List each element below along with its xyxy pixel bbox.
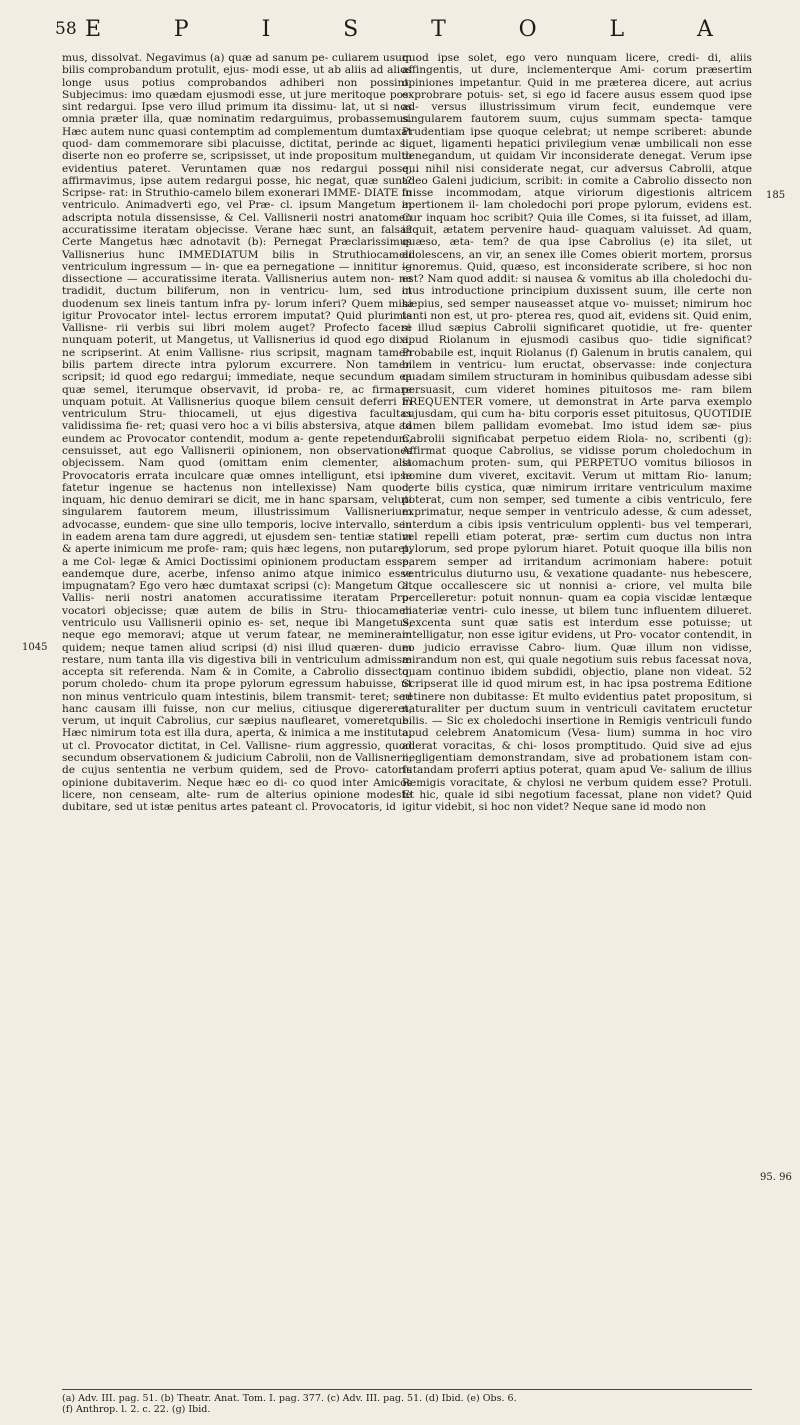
right-column — [402, 52, 752, 813]
footnote-line: (a) Adv. III. pag. 51. (b) Theatr. Anat. Tom. I. pag. 377. (c) Adv. III. pag. 51. (d) Ibid. (e) Obs. 6. — [62, 1393, 517, 1404]
running-head-letter: P — [173, 16, 191, 42]
margin-note-left: 1045 — [22, 642, 48, 653]
margin-note-right-top: 185 — [766, 190, 786, 201]
page-number: 58 — [55, 19, 77, 39]
running-head-letter: S — [343, 16, 361, 42]
running-head-letter: E — [85, 16, 104, 42]
footnote-rule — [62, 1389, 752, 1390]
right-column-text: quod ipse solet, ego vero nunquam licere, credi- di, aliis affingentis, ut dure, inclementerque Ami- corum præsertim opiniones impetantur. Quid in me præterea dicere, aut acrius exprobrare potuis- set, si ego id facere ausus essem quod ipse ad- versus illustrissimum virum fecit, eundemque vere singularem fautorem suum, cujus summam specta- tamque Prudentiam ipse quoque celebrat; ut nempe scriberet: abunde liquet, ligamenti hepatici privilegium venæ umbilicali non esse denegandum, ut quidam Vir inconsiderate denegat. Verum ipse qui nihil nisi considerate negat, cur adversus Cabrolii, atque adeo Galeni judicium, scribit: in comite a Cabrolio dissecto non fuisse incommodam, atque viriorum digestionis altricem apertionem il- lam choledochi pori prope pylorum, evidens est. Cur inquam hoc scribit? Quia ille Comes, si ita fuisset, ad illam, inquit, ætatem pervenire haud- quaquam valuisset. Ad quam, quæso, æta- tem? de qua ipse Cabrolius (e) ita silet, ut adolescens, an vir, an senex ille Comes obierit mortem, prorsus ignoremus. Quid, quæso, est inconsiderate scribere, si hoc non est? Nam quod addit: si nausea & vomitus ab illa choledochi du- ctus introductione principium duxissent suum, ille certe non sæpius, sed semper nauseasset atque vo- muisset; nimirum hoc tanti non est, ut pro- pterea res, quod ait, evidens sit. Quid enim, si illud sæpius Cabrolii significaret quotidie, ut fre- quenter apud Riolanum in ejusmodi casibus quo- tidie significat? Probabile est, inquit Riolanus (f) Galenum in brutis canalem, qui bilem in ventricu- lum eructat, observasse: inde conjectura quadam similem structuram in hominibus quibusdam adesse sibi persuasit, cum videret homines pituitosos me- ram bilem FREQUENTER vomere, ut demonstrat in Arte parva exemplo cujusdam, qui cum ha- bitu corporis esset pituitosus, QUOTIDIE tamen bilem pallidam evomebat. Imo istud idem sæ- pius Cabrolii significabat perpetuo eidem Riola- no, scribenti (g): Affirmat quoque Cabrolius, se vidisse porum choledochum in stomachum proten- sum, qui PERPETUO vomitus biliosos in homine dum viveret, excitavit. Verum ut mittam Rio- lanum; certe bilis cystica, quæ nimirum irritare ventriculum maxime poterat, cum non semper, sed tumente a cibis ventriculo, fere exprimatur, neque semper in ventriculo adesse, & cum adesset, interdum a cibis ipsis ventriculum opplenti- bus vel temperari, vel repelli etiam poterat, præ- sertim cum ductus non intra pylorum, sed prope pylorum hiaret. Potuit quoque illa bilis non parem semper ad irritandum acrimoniam habere: potuit ventriculus diuturno usu, & vexatione quadante- nus hebescere, atque occallescere sic ut nonnisi a- criore, vel multa bile percelleretur: potuit nonnun- quam ea copia viscidæ lentæque materiæ ventri- culo inesse, ut bilem tunc influentem dilueret. Sexcenta sunt quæ satis est interdum esse potuisse; ut intelligatur, non esse igitur evidens, ut Pro- vocator contendit, in eo judicio erravisse Cabro- lium. Quæ illum non vidisse, mirandum non est, qui quale negotium suis rebus facessat nova, quam continuo ibidem subdidi, objectio, plane non videat. 52 Scripserat ille id quod mirum est, in hac ipsa postrema Editione retinere non dubitasse: Et multo evidentius patet propositum, si naturaliter per ductum suum in ventriculi cavitatem eructetur bilis. — Sic ex choledochi insertione in Remigis ventriculi fundo apud celebrem Anatomicum (Vesa- lium) summa in hoc viro aderat voracitas, & chi- losos promptitudo. Quid sive ad ejus negligentiam demonstrandam, sive ad probationem istam con- futandam proferri aptius poterat, quam apud Ve- salium de illius Remigis voracitate, & chylosi ne verbum quidem esse? Protuli. Et hic, quale id sibi negotium facessat, plane non videt? Quid igitur videbit, si hoc non videt? Neque sane id modo non — [402, 52, 752, 814]
footnote-line: (f) Anthrop. l. 2. c. 22. (g) Ibid. — [62, 1404, 211, 1415]
left-column-text: mus, dissolvat. Negavimus (a) quæ ad sanum pe- culiarem usum bilis comprobandum protulit, ejus- modi esse, ut ab aliis ad alios longe usus potius comprobandos adhiberi non possint. Subjecimus: imo quædam ejusmodi esse, ut jure meritoque pos- sint redargui. Ipse vero illud primum ita dissimu- lat, ut si nos omnia præter illa, quæ nominatim redarguimus, probassemus. Hæc autem nunc quasi contemptim ad complementum dumtaxat quod- dam commemorare sibi placuisse, dictitat, perinde ac si, diserte non eo proferre se, scripsisset, ut inde propositum multo evidentius pateret. Veruntamen quæ nos redargui posse, affirmavimus, ipse autem redargui posse, hic negat, quæ sunt? Scripse- rat: in Struthio-camelo bilem exonerari IMME- DIATE in ventriculo. Animadverti ego, vel Præ- cl. ipsum Mangetum in adscripta notula dissensisse, & Cel. Vallisnerii nostri anatomen accuratissime iteratam objecisse. Verane hæc sunt, an falsa? Certe Mangetus hæc adnotavit (b): Pernegat Præclarissimus Vallisnerius hunc IMMEDIATUM bilis in Struthiocameli ventriculum ingressum — in- que ea pernegatione — innititur — dissectione — accuratissime iterata. Vallisnerius autem non- ne tradidit, ductum biliferum, non in ventricu- lum, sed in duodenum sex lineis tantum infra py- lorum inferi? Quem mihi igitur Provocator intel- lectus errorem imputat? Quid plurimis Vallisne- rii verbis sui libri molem auget? Profecto facere nunquam poterit, ut Mangetus, ut Vallisnerius id quod ego dixi, ne scripserint. At enim Vallisne- rius scripsit, magnam tamen bilis partem directe intra pylorum excurrere. Non tamen scripsit; id quod ego redargui; immediate, neque secundum ea quæ semel, iterumque observavit, id proba- re, ac firmare unquam potuit. At Vallisnerius quoque bilem censuit deferri in ventriculum Stru- thiocameli, ut ejus digestiva facultas validissima fie- ret; quasi vero hoc a vi bilis abstersiva, atque ad eundem ac Provocator contendit, modum a- gente repetendum, censuisset, aut ego Vallisnerii opinionem, non observationes objecissem. Nam quod (omittam enim clementer, alia Provocatoris errata inculcare quæ omnes intelligunt, etsi ipse fatetur ingenue se hactenus non intellexisse) Nam quod, inquam, hic denuo demirari se dicit, me in hanc sparsam, veluti singularem fautorem meum, illustrissimum Vallisnerium advocasse, eundem- que sine ullo temporis, locive intervallo, seu in eadem arena tam dure aggredi, ut ejusdem sen- tentiæ statim & aperte inimicum me profe- ram; quis hæc legens, non putaret, a me Col- legæ & Amici Doctissimi opinionem productam esse, eandemque dure, acerbe, infenso animo atque inimico esse impugnatam? Ego vero hæc dumtaxat scripsi (c): Mangetum Cl. Vallis- nerii nostri anatomen accuratissime iteratam Pro- vocatori objecisse; quæ autem de bilis in Stru- thiocameli ventriculo usu Vallisnerii opinio es- set, neque ibi Mangetus, neque ego memoravi; atque ut verum fatear, ne memineram quidem; neque tamen aliud scripsi (d) nisi illud quæren- dum restare, num tanta illa vis digestiva bili in ventriculum admissæ accepta sit referenda. Nam & in Comite, a Cabrolio dissecto, porum choledo- chum ita prope pylorum egressum habuisse, ut non minus ventriculo quam intestinis, bilem transmit- teret; sed hanc causam illi fuisse, non cur melius, citiusque digereret, verum, ut inquit Cabrolius, cur sæpius nauflearet, vomeretque. Hæc nimirum tota est illa dura, aperta, & inimica a me instituta, ut cl. Provocator dictitat, in Cel. Vallisne- rium aggressio, quod secundum observationem & judicium Cabrolii, non de Vallisnerii, de cujus sententia ne verbum quidem, sed de Provo- catoris opinione dubitaverim. Neque hæc eo di- co quod inter Amicos licere, non censeam, alte- rum de alterius opinione modeste dubitare, sed ut istæ penitus artes pateant cl. Provocatoris, id — [62, 52, 412, 814]
running-head-letter: I — [261, 16, 273, 42]
running-head-letter: A — [697, 16, 715, 42]
running-head-letter: L — [609, 16, 627, 42]
page-header — [55, 14, 755, 44]
running-head-letter: T — [431, 16, 448, 42]
margin-note-right-bottom: 95. 96 — [760, 1172, 792, 1183]
left-column — [62, 52, 412, 813]
running-head-letter: O — [518, 16, 539, 42]
footnotes — [62, 1393, 752, 1415]
running-head — [85, 17, 755, 42]
